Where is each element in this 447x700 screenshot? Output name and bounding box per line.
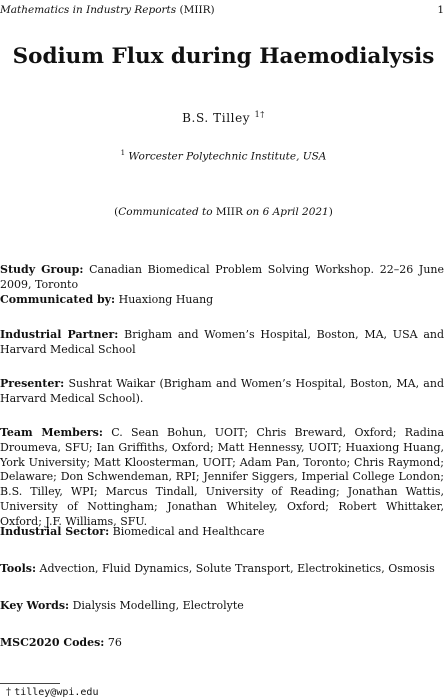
field-value: Dialysis Modelling, Electrolyte: [72, 599, 244, 612]
field-value: Huaxiong Huang: [118, 293, 214, 306]
field-presenter: [0, 377, 444, 407]
footnote-rule: [0, 683, 60, 684]
field-industrial-partner: [0, 328, 444, 358]
field-label: Study Group:: [0, 263, 84, 276]
field-label: Industrial Sector:: [0, 525, 110, 538]
author-name: B.S. Tilley: [182, 111, 251, 125]
communication-line: [0, 206, 447, 218]
field-team-members: [0, 426, 444, 530]
journal-name: Mathematics in Industry Reports: [0, 4, 177, 16]
comm-open-paren: (: [114, 206, 119, 218]
running-title: [0, 4, 215, 16]
footnote: [6, 687, 98, 698]
page-number: 1: [437, 4, 444, 16]
affiliation-mark: 1: [120, 149, 126, 157]
footnote-mark: †: [6, 687, 11, 698]
field-industrial-sector: [0, 525, 444, 540]
field-label: Presenter:: [0, 377, 65, 390]
author-marks: 1†: [254, 110, 265, 119]
footnote-email[interactable]: tilley@wpi.edu: [14, 687, 99, 698]
field-label: Tools:: [0, 562, 37, 575]
author-line: [0, 110, 447, 125]
field-label: MSC2020 Codes:: [0, 636, 105, 649]
field-study-group: [0, 263, 444, 293]
affiliation-text: Worcester Polytechnic Institute, USA: [128, 150, 327, 163]
field-value: Brigham and Women’s Hospital, Boston, MA, USA and Harvard Medical School: [0, 328, 445, 356]
field-value: 76: [107, 636, 122, 649]
field-label: Communicated by:: [0, 293, 116, 306]
affiliation: [0, 149, 447, 163]
comm-venue: MIIR: [215, 206, 243, 218]
field-label: Key Words:: [0, 599, 70, 612]
field-label: Industrial Partner:: [0, 328, 119, 341]
comm-lead: Communicated to: [118, 206, 213, 218]
field-value: Advection, Fluid Dynamics, Solute Transport, Electrokinetics, Osmosis: [39, 562, 435, 575]
field-value: C. Sean Bohun, UOIT; Chris Breward, Oxford; Radina Droumeva, SFU; Ian Griffiths, Oxford; Matt Hennessy, UOIT; Huaxiong Huang, York University; Matt Kloosterman, UOIT; Adam Pan, Toronto; Chris Raymond; Delaware; Don Schwendeman, RPI; Jennifer Siggers, Imperial College London; B.S. Tilley, WPI; Marcus Tindall, University of Reading; Jonathan Wattis, University of Nottingham; Jonathan Whiteley, Oxford; Robert Whittaker, Oxford; J.F. Williams, SFU.: [0, 426, 445, 528]
journal-abbrev: (MIIR): [179, 4, 215, 16]
paper-title: Sodium Flux during Haemodialysis: [12, 44, 435, 69]
field-communicated-by: [0, 293, 444, 308]
field-msc-codes: [0, 636, 444, 651]
comm-close-paren: ): [328, 206, 333, 218]
field-label: Team Members:: [0, 426, 103, 439]
field-value: Canadian Biomedical Problem Solving Workshop. 22–26 June 2009, Toronto: [0, 263, 444, 291]
field-key-words: [0, 599, 444, 614]
field-value: Biomedical and Healthcare: [112, 525, 265, 538]
field-value: Sushrat Waikar (Brigham and Women’s Hospital, Boston, MA, and Harvard Medical School).: [0, 377, 444, 405]
comm-date: on 6 April 2021: [246, 206, 329, 218]
field-tools: [0, 562, 444, 577]
